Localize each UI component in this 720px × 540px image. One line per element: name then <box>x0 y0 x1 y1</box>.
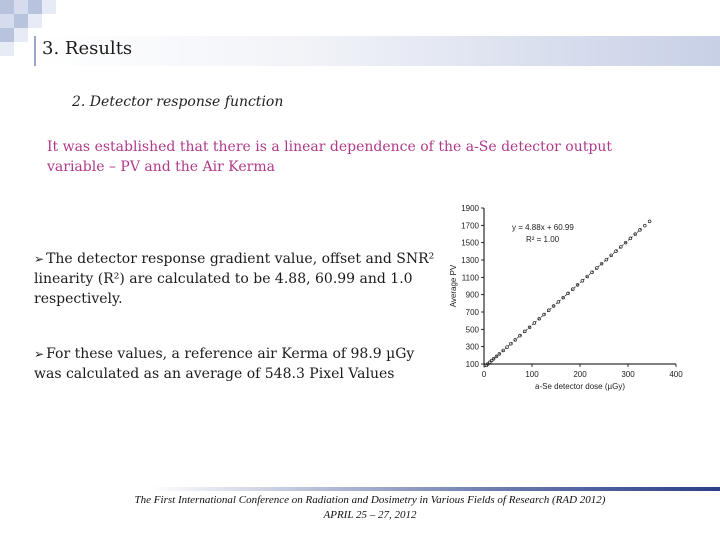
data-point <box>509 342 512 345</box>
y-tick-label: 700 <box>465 308 479 317</box>
y-tick-label: 900 <box>465 290 479 300</box>
x-tick-label: 100 <box>525 370 539 379</box>
data-point <box>619 245 622 248</box>
y-tick-label: 1500 <box>461 238 479 248</box>
title-bar <box>34 36 720 66</box>
data-point <box>581 279 584 282</box>
footer-conference: The First International Conference on Radiation and Dosimetry in Various Fields of Research (RAD 2012) <box>134 494 606 506</box>
data-point <box>533 322 536 325</box>
bullet-text: The detector response gradient value, offset and SNR² linearity (R²) are calculated to be 4.88, 60.99 and 1.0 respectively. <box>34 251 435 307</box>
fit-line <box>484 228 642 368</box>
x-tick-label: 0 <box>481 370 487 379</box>
data-point <box>648 220 651 223</box>
data-point <box>615 250 618 253</box>
footer-rule <box>150 487 720 491</box>
y-tick-label: 300 <box>465 342 479 352</box>
y-tick-label: 1300 <box>461 256 479 265</box>
y-tick-label: 500 <box>465 325 479 335</box>
data-point <box>595 267 598 270</box>
footer <box>100 493 640 523</box>
r-squared-label: R² = 1.00 <box>526 235 560 244</box>
data-point <box>567 292 570 295</box>
x-tick-label: 300 <box>621 370 635 379</box>
data-point <box>519 334 522 337</box>
bullet-text: For these values, a reference air Kerma of 98.9 µGy was calculated as an average of 548.3 Pixel Values <box>34 346 415 382</box>
intro-text: It was established that there is a linear dependence of the a-Se detector output variable – PV and the Air Kerma <box>47 139 612 175</box>
x-axis-label: a-Se detector dose (µGy) <box>535 382 625 391</box>
data-point <box>523 330 526 333</box>
data-point <box>643 224 646 227</box>
x-tick-label: 400 <box>669 370 683 379</box>
footer-date: APRIL 25 – 27, 2012 <box>323 509 417 521</box>
y-tick-label: 100 <box>465 360 479 369</box>
slide-title: 3. Results <box>42 38 133 59</box>
data-point <box>605 258 608 261</box>
y-axis-label: Average PV <box>449 264 458 308</box>
data-point <box>506 346 509 349</box>
data-point <box>639 229 642 232</box>
data-point <box>557 300 560 303</box>
arrow-bullet-icon: ➢ <box>34 252 45 266</box>
y-tick-label: 1900 <box>461 204 479 213</box>
bullet-item <box>34 344 444 384</box>
detector-response-chart <box>440 196 698 396</box>
y-tick-label: 1100 <box>461 273 479 283</box>
arrow-bullet-icon: ➢ <box>34 347 45 361</box>
y-tick-label: 1700 <box>461 221 479 231</box>
data-point <box>571 288 574 291</box>
x-tick-label: 200 <box>573 370 587 379</box>
data-point <box>547 309 550 312</box>
data-point <box>591 271 594 274</box>
data-point <box>629 237 632 240</box>
fit-equation: y = 4.88x + 60.99 <box>512 223 574 232</box>
bullet-item <box>34 249 444 309</box>
section-subheading: 2. Detector response function <box>72 94 284 110</box>
title-rule <box>34 36 36 66</box>
data-point <box>543 313 546 316</box>
